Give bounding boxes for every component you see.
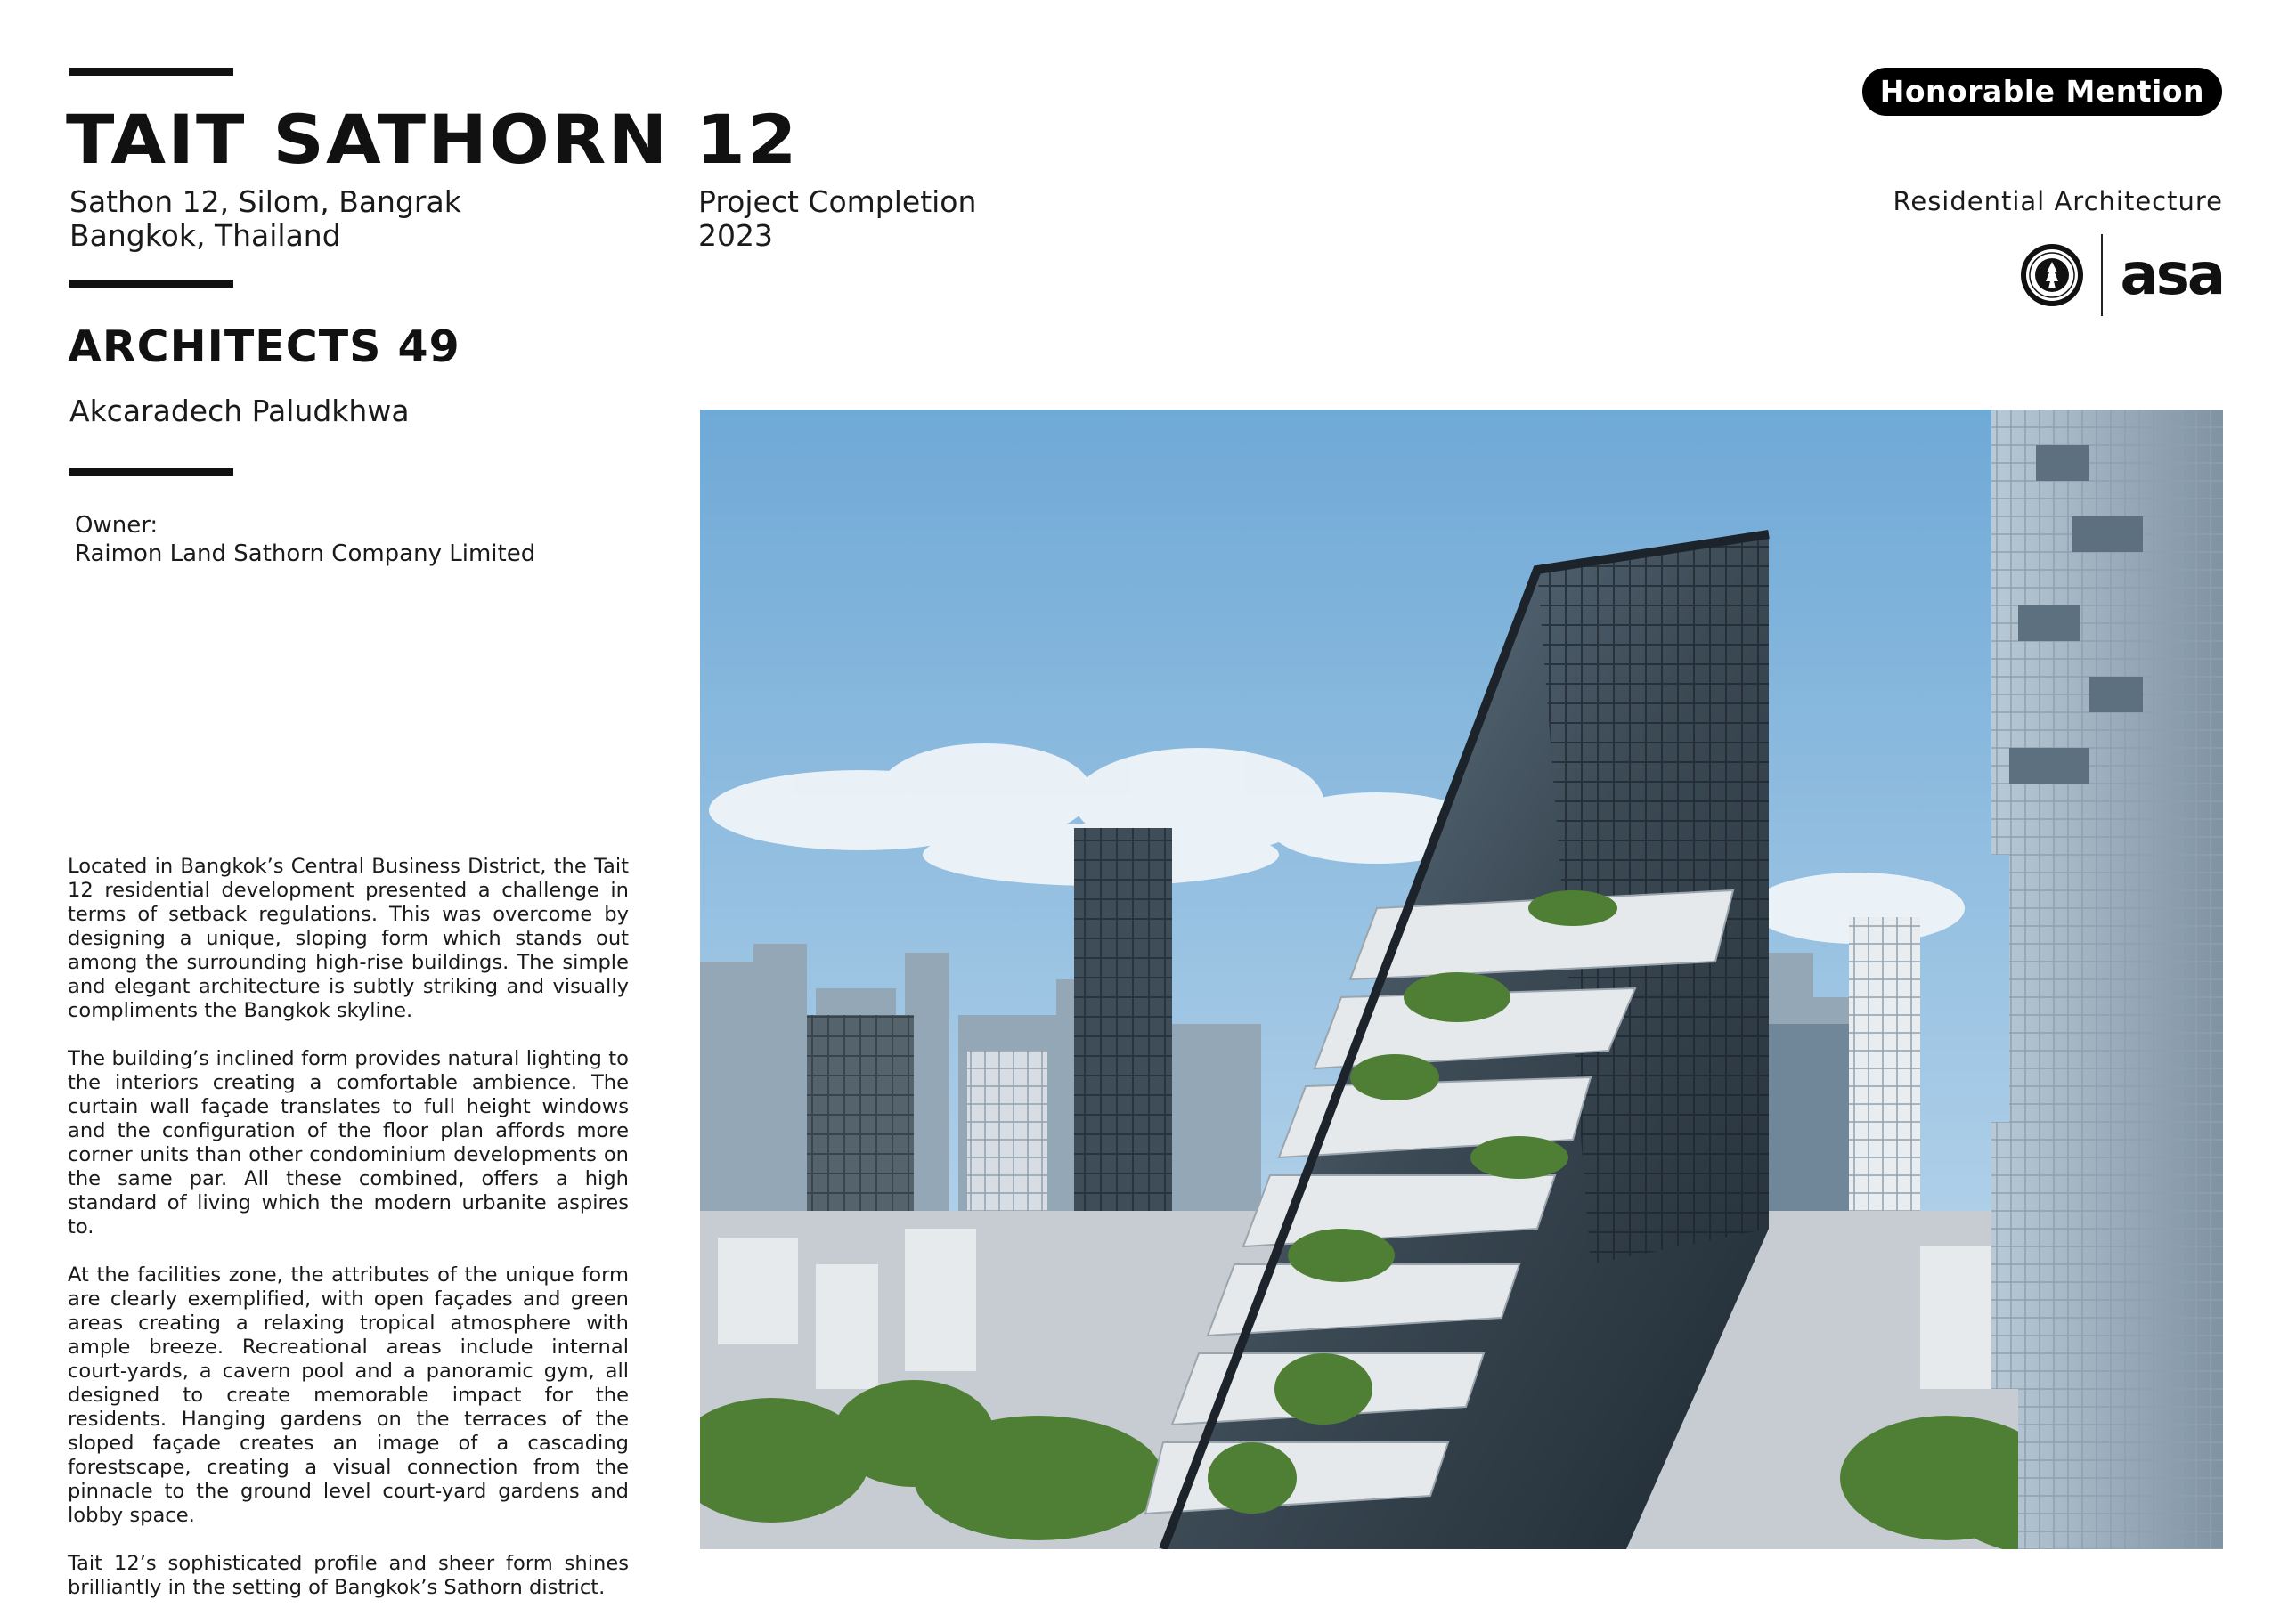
completion-label: Project Completion — [698, 184, 977, 219]
architect-rule — [69, 280, 233, 288]
owner-name: Raimon Land Sathorn Company Limited — [75, 540, 536, 567]
description-paragraph-3: At the facilities zone, the attributes of the unique form are clearly exemplified, with open façades and green areas creating a relaxing tropical atmosphere with ample breeze. Recreational areas include internal court-yards, a cavern pool and a panoramic gym, all designed to create memorable impact for the residents. Hanging gardens on the terraces of the sloped façade creates an image of a cascading forestscape, creating a visual connection from the pinnacle to the ground level court-yard gardens and lobby space. — [68, 1263, 629, 1527]
completion-year: 2023 — [698, 218, 773, 253]
owner-block — [75, 511, 535, 568]
owner-label: Owner: — [75, 512, 159, 539]
address-line-2: Bangkok, Thailand — [69, 218, 341, 253]
building-photo — [700, 410, 2223, 1549]
project-title: TAIT SATHORN 12 — [66, 100, 799, 179]
award-category: Residential Architecture — [1893, 186, 2223, 216]
address-line-1: Sathon 12, Silom, Bangrak — [69, 184, 461, 219]
logo-divider — [2101, 234, 2103, 316]
top-rule — [69, 68, 233, 76]
description-paragraph-2: The building’s inclined form provides natural lighting to the interiors creating a comfortable ambience. The curtain wall façade translates to full height windows and the configuration of the floor plan affords more corner units than other condominium developments on the same par. All these combined, offers a high standard of living which the modern urbanite aspires to. — [68, 1047, 629, 1238]
description-paragraph-1: Located in Bangkok’s Central Business District, the Tait 12 residential development presented a challenge in terms of setback regulations. This was overcome by designing a unique, sloping form which stands out among the surrounding high-rise buildings. The simple and elegant architecture is subtly striking and visually compliments the Bangkok skyline. — [68, 855, 629, 1022]
architect-person: Akcaradech Paludkhwa — [69, 394, 410, 428]
architect-firm: ARCHITECTS 49 — [68, 321, 460, 372]
description-paragraph-4: Tait 12’s sophisticated profile and sheer form shines brilliantly in the setting of Bangkok’s Sathorn district. — [68, 1552, 629, 1599]
seal-icon — [2019, 242, 2085, 308]
sponsor-logos — [2019, 233, 2223, 317]
owner-rule — [69, 468, 233, 476]
description-text — [68, 855, 629, 1624]
award-badge: Honorable Mention — [1862, 68, 2222, 116]
asa-logo: asa — [2120, 242, 2223, 308]
